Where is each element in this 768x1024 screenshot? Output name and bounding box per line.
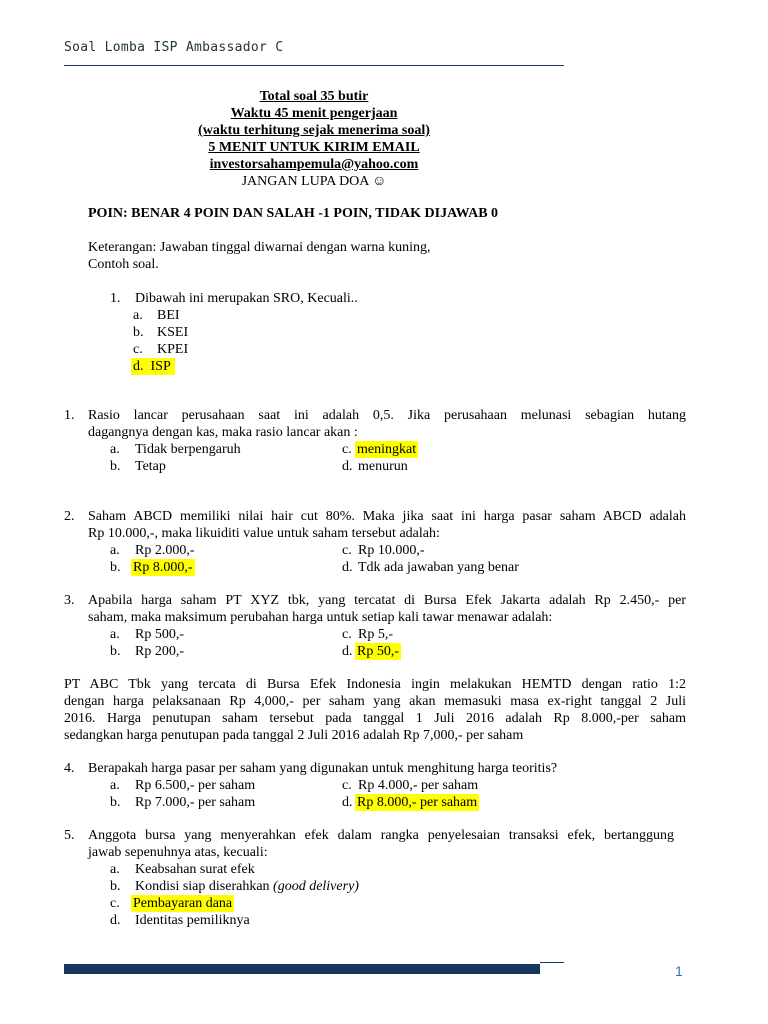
instructions <box>88 239 431 273</box>
example-option-letter: d. <box>133 359 144 374</box>
example-answer-highlight <box>131 358 175 375</box>
email-time: 5 MENIT UNTUK KIRIM EMAIL <box>208 140 420 155</box>
option-letter: d. <box>342 795 353 810</box>
option-text: Rp 2.000,- <box>135 543 195 558</box>
option-text: Tidak berpengaruh <box>135 442 241 457</box>
option-text: Rp 6.500,- per saham <box>135 778 256 793</box>
option-text: Rp 5,- <box>358 627 393 642</box>
option-letter: c. <box>342 778 352 793</box>
question-text: jawab sepenuhnya atas, kecuali: <box>88 845 268 860</box>
instructions-line: Contoh soal. <box>88 257 159 272</box>
option-letter: b. <box>110 795 121 810</box>
question-number: 4. <box>64 761 75 776</box>
example-option-text: ISP <box>150 359 171 374</box>
footer-bar <box>64 964 540 974</box>
option-text: menurun <box>358 459 408 474</box>
question-text: Saham ABCD memiliki nilai hair cut 80%. Maka jika saat ini harga pasar saham ABCD adalah <box>88 509 686 524</box>
header-divider <box>64 65 564 66</box>
answer-highlight: Rp 8.000,- <box>133 560 193 575</box>
example-option-text: KPEI <box>157 342 189 357</box>
option-letter: c. <box>342 442 352 457</box>
email-address[interactable]: investorsahampemula@yahoo.com <box>209 157 419 172</box>
time-limit: Waktu 45 menit pengerjaan <box>230 106 398 121</box>
option-text-main: Kondisi siap diserahkan <box>135 879 270 894</box>
time-note: (waktu terhitung sejak menerima soal) <box>198 123 430 138</box>
question-text: dagangnya dengan kas, maka rasio lancar akan : <box>88 425 358 440</box>
option-letter: d. <box>342 459 353 474</box>
answer-highlight: Rp 50,- <box>357 644 399 659</box>
question-text: Rasio lancar perusahaan saat ini adalah 0,5. Jika perusahaan melunasi sebagian hutang <box>88 408 686 423</box>
question-text: Anggota bursa yang menyerahkan efek dalam rangka penyelesaian transaksi efek, bertanggung <box>88 828 674 843</box>
example-option-text: BEI <box>157 308 180 323</box>
answer-highlight: meningkat <box>357 442 417 457</box>
question-number: 3. <box>64 593 75 608</box>
option-letter: b. <box>110 560 121 575</box>
option-text: Tdk ada jawaban yang benar <box>358 560 519 575</box>
option-letter: a. <box>110 862 120 877</box>
option-text: Rp 10.000,- <box>358 543 425 558</box>
example-number: 1. <box>110 291 121 306</box>
option-letter: b. <box>110 879 121 894</box>
option-letter: d. <box>110 913 121 928</box>
option-text-italic: (good delivery) <box>273 879 359 894</box>
passage-line: dengan harga pelaksanaan Rp 4,000,- per saham yang akan memasuki masa ex-right tanggal 2 Juli <box>64 694 686 709</box>
question-number: 1. <box>64 408 75 423</box>
passage-line: 2016. Harga penutupan saham tersebut pada tanggal 1 Juli 2016 adalah Rp 8.000,-per saham <box>64 711 686 726</box>
option-letter: d. <box>342 644 353 659</box>
example-option-letter: b. <box>133 325 144 340</box>
option-text: Rp 200,- <box>135 644 184 659</box>
question-text: Berapakah harga pasar per saham yang digunakan untuk menghitung harga teoritis? <box>88 761 558 776</box>
instructions-line: Keterangan: Jawaban tinggal diwarnai dengan warna kuning, <box>88 240 431 255</box>
option-text: Rp 500,- <box>135 627 184 642</box>
option-text: Rp 7.000,- per saham <box>135 795 256 810</box>
footer-line <box>540 962 564 963</box>
option-text: Rp 4.000,- per saham <box>358 778 479 793</box>
question-text: Apabila harga saham PT XYZ tbk, yang tercatat di Bursa Efek Jakarta adalah Rp 2.450,- per <box>88 593 686 608</box>
question-number: 5. <box>64 828 75 843</box>
option-text: Identitas pemiliknya <box>135 913 250 928</box>
answer-highlight: Rp 8.000,- per saham <box>357 795 478 810</box>
passage-line: sedangkan harga penutupan pada tanggal 2 Juli 2016 adalah Rp 7,000,- per saham <box>64 728 524 743</box>
scoring-rules: POIN: BENAR 4 POIN DAN SALAH -1 POIN, TIDAK DIJAWAB 0 <box>88 206 499 221</box>
page-number: 1 <box>675 963 683 979</box>
option-letter: b. <box>110 459 121 474</box>
option-text <box>135 878 359 895</box>
passage-line: PT ABC Tbk yang tercata di Bursa Efek Indonesia ingin melakukan HEMTD dengan ratio 1:2 <box>64 677 686 692</box>
option-letter: c. <box>342 627 352 642</box>
option-letter: a. <box>110 543 120 558</box>
doa-reminder: JANGAN LUPA DOA ☺ <box>241 174 387 189</box>
option-letter: a. <box>110 442 120 457</box>
option-letter: a. <box>110 627 120 642</box>
option-letter: d. <box>342 560 353 575</box>
option-text: Keabsahan surat efek <box>135 862 255 877</box>
option-letter: b. <box>110 644 121 659</box>
question-text: Rp 10.000,-, maka likuiditi value untuk saham tersebut adalah: <box>88 526 440 541</box>
option-text: Tetap <box>135 459 166 474</box>
example-option-text: KSEI <box>157 325 189 340</box>
question-number: 2. <box>64 509 75 524</box>
document-header-title: Soal Lomba ISP Ambassador C <box>64 40 284 55</box>
option-letter: c. <box>110 896 120 911</box>
answer-highlight: Pembayaran dana <box>133 896 233 911</box>
option-letter: c. <box>342 543 352 558</box>
example-question: Dibawah ini merupakan SRO, Kecuali.. <box>135 291 358 306</box>
total-questions: Total soal 35 butir <box>259 89 369 104</box>
question-text: saham, maka maksimum perubahan harga untuk setiap kali tawar menawar adalah: <box>88 610 553 625</box>
example-option-letter: a. <box>133 308 143 323</box>
intro-block <box>0 88 628 190</box>
example-option-letter: c. <box>133 342 143 357</box>
option-letter: a. <box>110 778 120 793</box>
